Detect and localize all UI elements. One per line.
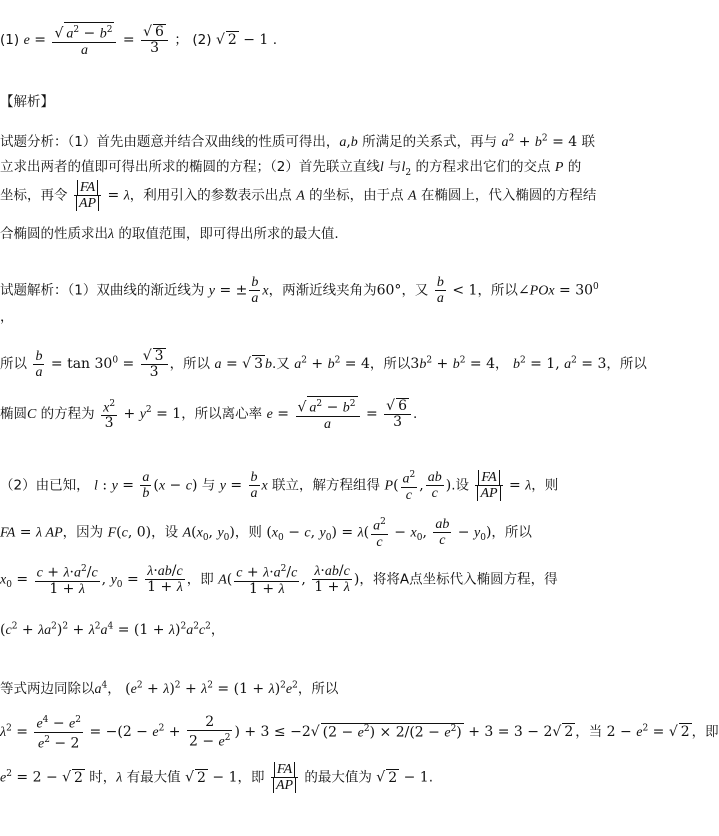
solution-line-2: 所以 $\frac{b}{a}$ = $\tan 30^0$ = $\frac{√ 3}{3}$ ，所以 a = √ 3 b.又 $a^2 + b^2 = 4$，所以$3b^2 + b^2 = 4$， $b^2 = 1$, $a^2 = 3$，所以: [0, 348, 647, 380]
answer-line: (1) e = $\frac{√ a^2 - b^2}{a}$ = $\frac{√ 6}{3}$ ； (2) √ 2 − 1 .: [0, 23, 278, 58]
part2-line-3: $x_0$ = $\frac{c + \lambda\cdot a^2/c}{1 + \lambda}$ , $y_0$ = $\frac{\lambda\cdot ab/c}{1 + \lambda}$ ，即 A( $\frac{c + \lambda\cdot a^2/c}{1 + \lambda}$ , $\frac{\lambda\cdot ab/c}{1 + \lambda}$ )，将将A点坐标代入椭圆方程，得: [0, 562, 558, 597]
part2-line-1: （2）由已知， l : y = $\frac{a}{b}$ (x − c) 与 y = $\frac{b}{a}$ x 联立，解方程组得 P( $\frac{a^2}{c}$ , $\frac{ab}{c}$ ).设 $\frac{FA}{AP}$ = λ，则: [0, 469, 559, 503]
part2-line-2: FA = λ AP，因为 F(c, 0)，设 $A(x_0$, $y_0$)，则 ($x_0 - c$, $y_0) = \lambda$( $\frac{a^2}{c}$ − $x_0$, $\frac{ab}{c}$ − $y_0$)，所以: [0, 516, 532, 550]
solution-page: (1) e = $\frac{√ a^2 - b^2}{a}$ = $\frac{√ 6}{3}$ ； (2) √ 2 − 1 . 【解析】 试题分析：（1）首先由题意并结合双曲线的性质可得出，a,b 所满足的关系式，再与 $a^2 + b^2 = 4$ 联 立求出两者的值即可得出所求的椭圆的方程；（2）首先联立直线l 与$l_2$ 的方程求出它们的交点 P 的 坐标，再令 $\frac{FA}{AP}$ = λ，利用引入的参数表示出点 A 的坐标，由于点 A 在椭圆上，代入椭圆的方程结 合椭圆的性质求出λ 的取值范围，即可得出所求的最大值. 试题解析：（1）双曲线的渐近线为 y = ± $\frac{b}{a}$ x，两渐近线夹角为60°，又 $\frac{b}{a}$ < 1，所以∠POx = $30^0$ ， 所以 $\frac{b}{a}$ = $\tan 30^0$ = $\frac{√ 3}{3}$ ，所以 a = √ 3 b.又 $a^2 + b^2 = 4$，所以$3b^2 + b^2 = 4$， $b^2 = 1$, $a^2 = 3$，所以 椭圆C 的方程为 $\frac{x^2}{3}$ + $y^2 = 1$，所以离心率 e = $\frac{√ a^2 - b^2}{a}$ = $\frac{√ 6}{3}$ . （2）由已知， l : y = $\frac{a}{b}$ (x − c) 与 y = $\frac{b}{a}$ x 联立，解方程组得 P( $\frac{a^2}{c}$ , $\frac{ab}{c}$ ).设 $\frac{FA}{AP}$ = λ，则 FA = λ AP，因为 F(c, 0)，设 $A(x_0$, $y_0$)，则 ($x_0 - c$, $y_0) = \lambda$( $\frac{a^2}{c}$ − $x_0$, $\frac{ab}{c}$ − $y_0$)，所以 $x_0$ = $\frac{c + \lambda\cdot a^2/c}{1 + \lambda}$ , $y_0$ = $\frac{\lambda\cdot ab/c}{1 + \lambda}$ ，即 A( $\frac{c + \lambda\cdot a^2/c}{1 + \lambda}$ , $\frac{\lambda\cdot ab/c}{1 + \lambda}$ )，将将A点坐标代入椭圆方程，得 $(c^2 + \lambda a^2)^2 + \lambda^2a^4 = (1 + \lambda)^2a^2c^2$， 等式两边同除以$a^4$， $(e^2 + \lambda)^2 + \lambda^2 = (1 + \lambda)^2e^2$，所以 $\lambda^2$ = $\frac{e^4 - e^2}{e^2 - 2}$ = $-(2 - e^2$ + $\frac{2}{2 - e^2}$ ) + 3 ≤ −2√ $(2 - e^2) \times 2/(2 - e^2) + 3 = 3 - 2√$ 2 ，当 $2 - e^2$ = √ 2 ，即 $e^2 = 2$ − √ 2 时，λ 有最大值 √ 2 − 1，即 $\frac{FA}{AP}$ 的最大值为 √ 2 − 1.: [0, 23, 719, 793]
analysis-line-4: 合椭圆的性质求出λ 的取值范围，即可得出所求的最大值.: [0, 226, 339, 242]
part2-line-4: $(c^2 + \lambda a^2)^2 + \lambda^2a^4 = (1 + \lambda)^2a^2c^2$，: [0, 621, 225, 638]
section-heading: 【解析】: [0, 94, 54, 110]
analysis-line-2: 立求出两者的值即可得出所求的椭圆的方程；（2）首先联立直线l 与$l_2$ 的方程求出它们的交点 P 的: [0, 159, 582, 178]
analysis-line-3: 坐标，再令 $\frac{FA}{AP}$ = λ，利用引入的参数表示出点 A 的坐标，由于点 A 在椭圆上，代入椭圆的方程结: [0, 180, 597, 211]
part2-line-5: 等式两边同除以$a^4$， $(e^2 + \lambda)^2 + \lambda^2 = (1 + \lambda)^2e^2$，所以: [0, 680, 339, 697]
part2-line-6: $\lambda^2$ = $\frac{e^4 - e^2}{e^2 - 2}$ = $-(2 - e^2$ + $\frac{2}{2 - e^2}$ ) + 3 ≤ −2√ $(2 - e^2) \times 2/(2 - e^2) + 3 = 3 - 2√$ 2 ，当 $2 - e^2$ = √ 2 ，即: [0, 713, 719, 752]
analysis-line-1: 试题分析：（1）首先由题意并结合双曲线的性质可得出，a,b 所满足的关系式，再与 $a^2 + b^2 = 4$ 联: [0, 133, 595, 150]
part2-line-7: $e^2 = 2$ − √ 2 时，λ 有最大值 √ 2 − 1，即 $\frac{FA}{AP}$ 的最大值为 √ 2 − 1.: [0, 762, 433, 793]
solution-line-3: 椭圆C 的方程为 $\frac{x^2}{3}$ + $y^2 = 1$，所以离心率 e = $\frac{√ a^2 - b^2}{a}$ = $\frac{√ 6}{3}$ .: [0, 397, 418, 432]
solution-line-1: 试题解析：（1）双曲线的渐近线为 y = ± $\frac{b}{a}$ x，两渐近线夹角为60°，又 $\frac{b}{a}$ < 1，所以∠POx = $30^0$: [0, 275, 599, 306]
